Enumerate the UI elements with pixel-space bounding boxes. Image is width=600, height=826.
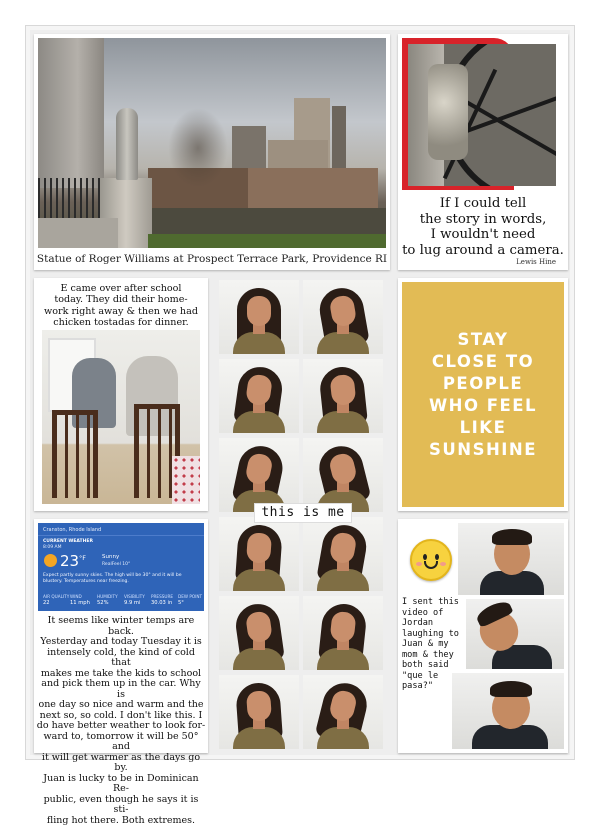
selfie-photo — [219, 438, 299, 512]
note-line: "que le pasa?" — [402, 671, 470, 692]
this-is-me-label: this is me — [255, 504, 351, 522]
quote-text — [398, 196, 568, 258]
sunshine-line: WHO FEEL — [429, 395, 537, 417]
weather-stat-value: 9.9 mi — [124, 600, 140, 606]
selfie-photo — [219, 517, 299, 591]
skyscraper — [232, 126, 266, 168]
selfie-photo — [303, 359, 383, 433]
journal-line: one day so nice and warm and the — [36, 700, 206, 711]
weather-stat-label: AIR QUALITY — [43, 594, 69, 599]
journal-line: work right away & then we had — [36, 306, 206, 317]
homework-journal-card — [34, 278, 208, 511]
selfie-top — [317, 648, 369, 670]
journal-line: next so, so cold. I don't like this. I — [36, 711, 206, 722]
selfie-face — [247, 296, 271, 326]
weather-realfeel: RealFeel 10° — [102, 562, 130, 567]
selfie-photo — [219, 596, 299, 670]
journal-line: intensely cold, the kind of cold that — [36, 648, 206, 669]
scrapbook-page — [25, 25, 575, 760]
weather-condition: Sunny — [102, 554, 119, 560]
selfie-photo — [303, 280, 383, 354]
journal-bottom-text — [36, 616, 206, 826]
selfie-top — [233, 332, 285, 354]
sunshine-panel — [402, 282, 564, 507]
sunshine-line: PEOPLE — [429, 373, 537, 395]
weather-widget — [38, 523, 204, 611]
selfie-photo — [219, 359, 299, 433]
smiley-eye — [435, 554, 439, 560]
grass — [148, 234, 386, 248]
note-line: Juan & my — [402, 639, 470, 650]
journal-line: it will get warmer as the days go by. — [36, 753, 206, 774]
stone-wall — [38, 218, 118, 248]
weather-stat-label: DEW POINT — [178, 594, 202, 599]
journal-line: do have better weather to look for- — [36, 721, 206, 732]
weather-journal-card — [34, 519, 208, 753]
journal-line: today. They did their home- — [36, 294, 206, 305]
note-line: mom & they — [402, 650, 470, 661]
journal-line: It seems like winter temps are back. — [36, 616, 206, 637]
weather-stat-value: 5° — [178, 600, 184, 606]
sunshine-text — [429, 329, 537, 461]
sunshine-card — [398, 278, 568, 511]
weather-temperature: 23 — [60, 552, 79, 570]
gift-bag — [172, 456, 200, 504]
weather-stat-label: VISIBILITY — [124, 594, 145, 599]
boy-photo-top — [458, 523, 564, 595]
statue-caption: Statue of Roger Williams at Prospect Terrace Park, Providence RI — [34, 253, 390, 265]
padlocks-cluster — [428, 64, 468, 160]
stone-monument — [38, 38, 104, 188]
weather-stat-value: 30.03 in — [151, 600, 172, 606]
weather-time: 8:09 AM — [43, 545, 62, 550]
weather-description: Expect partly sunny skies. The high will be 30° and it will be blustery. Temperatures near freezing. — [43, 573, 199, 584]
note-line: both said — [402, 660, 470, 671]
selfie-top — [317, 411, 369, 433]
selfie-photo — [303, 517, 383, 591]
journal-line: chicken tostadas for dinner. — [36, 317, 206, 328]
weather-location: Cranston, Rhode Island — [43, 527, 101, 533]
journal-line: fling hot there. Both extremes. — [36, 816, 206, 826]
homework-photo — [42, 330, 200, 504]
weather-stat-label: WIND — [70, 594, 82, 599]
selfie-face — [246, 690, 272, 722]
boy-hair — [490, 681, 532, 697]
boy-photo-middle — [466, 599, 564, 669]
smiley-eye — [423, 554, 427, 560]
selfie-photo — [303, 596, 383, 670]
weather-stat-value: 52% — [97, 600, 109, 606]
iron-fence — [38, 178, 108, 218]
smiley-cheek — [440, 562, 446, 566]
boy-hair — [492, 529, 532, 545]
laughing-boy-card — [398, 519, 568, 753]
sunshine-line: SUNSHINE — [429, 439, 537, 461]
journal-line: ward to, tomorrow it will be 50° and — [36, 732, 206, 753]
selfie-top — [317, 727, 369, 749]
statue-skyline-photo — [38, 38, 386, 248]
selfie-top — [317, 332, 369, 354]
weather-stat-label: PRESSURE — [151, 594, 173, 599]
weather-stat-value: 11 mph — [70, 600, 90, 606]
selfie-top — [233, 569, 285, 591]
sun-icon — [44, 554, 57, 567]
journal-line: and pick them up in the car. Why is — [36, 679, 206, 700]
roger-williams-statue — [116, 108, 138, 180]
sunshine-line: CLOSE TO — [429, 351, 537, 373]
quote-line: If I could tell — [398, 196, 568, 212]
weather-divider — [38, 535, 204, 536]
journal-line: public, even though he says it is sti- — [36, 795, 206, 816]
selfie-photo — [303, 675, 383, 749]
weather-unit: °F — [79, 554, 86, 562]
skyscraper — [332, 106, 346, 168]
weather-header: CURRENT WEATHER — [43, 539, 93, 544]
quote-card — [398, 34, 568, 270]
sunshine-line: STAY — [429, 329, 537, 351]
quote-line: I wouldn't need — [398, 227, 568, 243]
quote-author: Lewis Hine — [516, 258, 556, 266]
journal-top-text — [36, 283, 206, 329]
journal-line: E came over after school — [36, 283, 206, 294]
chair-left — [52, 410, 98, 498]
statue-photo-card — [34, 34, 390, 270]
note-line: Jordan — [402, 618, 470, 629]
note-line: laughing to — [402, 629, 470, 640]
selfie-top — [317, 569, 369, 591]
smiley-mouth — [424, 561, 438, 569]
journal-line: Yesterday and today Tuesday it is — [36, 637, 206, 648]
padlocks-wheel-photo — [408, 44, 556, 186]
selfie-top — [233, 727, 285, 749]
sunshine-line: LIKE — [429, 417, 537, 439]
boy-note-text — [402, 597, 470, 692]
selfie-top — [233, 411, 285, 433]
weather-stat-label: HUMIDITY — [97, 594, 118, 599]
journal-line: Juan is lucky to be in Dominican Re- — [36, 774, 206, 795]
quote-line: the story in words, — [398, 212, 568, 228]
selfie-photo — [303, 438, 383, 512]
bare-tree — [168, 108, 228, 188]
weather-stat-value: 22 — [43, 600, 50, 606]
journal-line: makes me take the kids to school — [36, 669, 206, 680]
quote-line: to lug around a camera. — [398, 243, 568, 259]
selfie-top — [233, 648, 285, 670]
note-line: video of — [402, 608, 470, 619]
note-line: I sent this — [402, 597, 470, 608]
selfie-photo — [219, 280, 299, 354]
smiley-face-icon — [410, 539, 452, 581]
selfie-photo — [219, 675, 299, 749]
smiley-cheek — [416, 562, 422, 566]
